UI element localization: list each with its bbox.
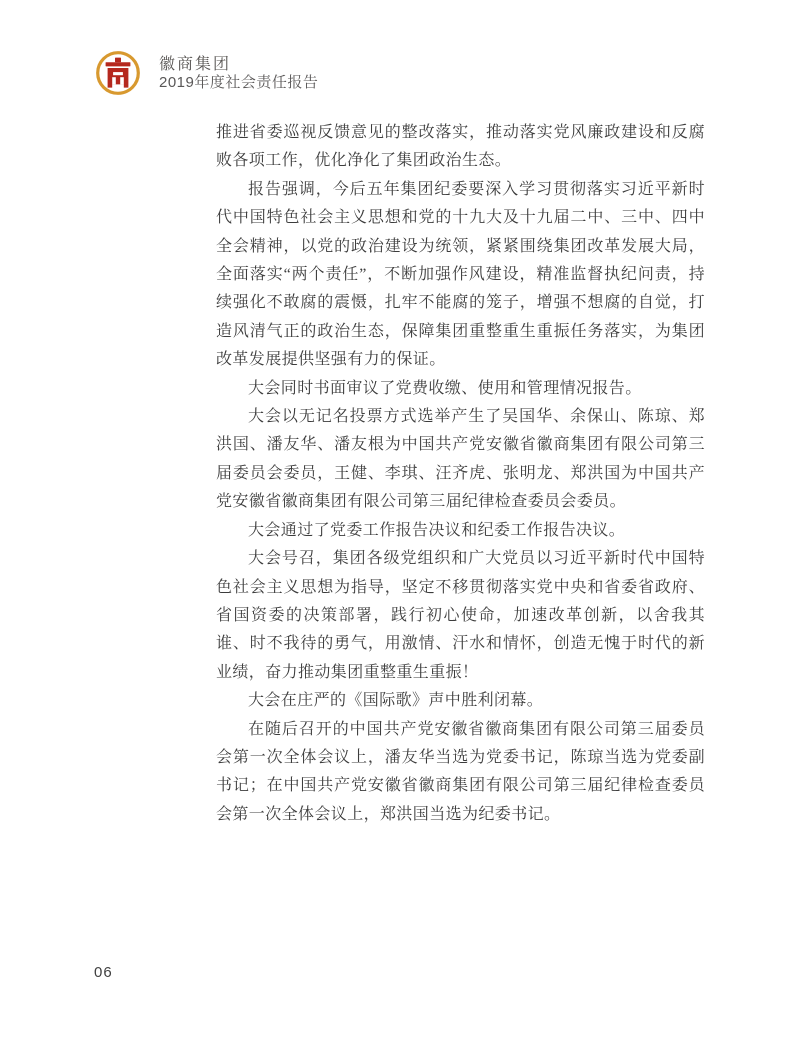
article-body (216, 119, 705, 829)
page-header (95, 50, 318, 96)
paragraph: 推进省委巡视反馈意见的整改落实，推动落实党风廉政建设和反腐败各项工作，优化净化了集团政治生态。 (216, 124, 705, 170)
paragraph: 报告强调，今后五年集团纪委要深入学习贯彻落实习近平新时代中国特色社会主义思想和党的十九大及十九届二中、三中、四中全会精神，以党的政治建设为统领，紧紧围绕集团改革发展大局，全面落实“两个责任”，不断加强作风建设，精准监督执纪问责，持续强化不敢腐的震慑，扎牢不能腐的笼子，增强不想腐的自觉，打造风清气正的政治生态，保障集团重整重生重振任务落实，为集团改革发展提供坚强有力的保证。 (216, 180, 705, 369)
paragraph: 大会同时书面审议了党费收缴、使用和管理情况报告。 (248, 379, 642, 397)
paragraph: 大会在庄严的《国际歌》声中胜利闭幕。 (248, 692, 544, 710)
paragraph: 大会号召，集团各级党组织和广大党员以习近平新时代中国特色社会主义思想为指导，坚定不移贯彻落实党中央和省委省政府、省国资委的决策部署，践行初心使命，加速改革创新，以舍我其谁、时不我待的勇气，用激情、汗水和情怀，创造无愧于时代的新业绩，奋力推动集团重整重生重振！ (216, 550, 705, 681)
header-text-block (159, 55, 318, 92)
paragraph: 在随后召开的中国共产党安徽省徽商集团有限公司第三届委员会第一次全体会议上，潘友华当选为党委书记，陈琼当选为党委副书记；在中国共产党安徽省徽商集团有限公司第三届纪律检查委员会第一次全体会议上，郑洪国当选为纪委书记。 (216, 720, 705, 823)
huishang-seal-icon (95, 50, 141, 96)
page-number: 06 (94, 964, 113, 981)
report-title: 2019年度社会责任报告 (159, 73, 319, 91)
paragraph: 大会通过了党委工作报告决议和纪委工作报告决议。 (248, 521, 626, 539)
paragraph: 大会以无记名投票方式选举产生了吴国华、余保山、陈琼、郑洪国、潘友华、潘友根为中国共产党安徽省徽商集团有限公司第三届委员会委员，王健、李琪、汪齐虎、张明龙、郑洪国为中国共产党安徽省徽商集团有限公司第三届纪律检查委员会委员。 (216, 408, 705, 511)
company-name: 徽商集团 (159, 55, 232, 73)
